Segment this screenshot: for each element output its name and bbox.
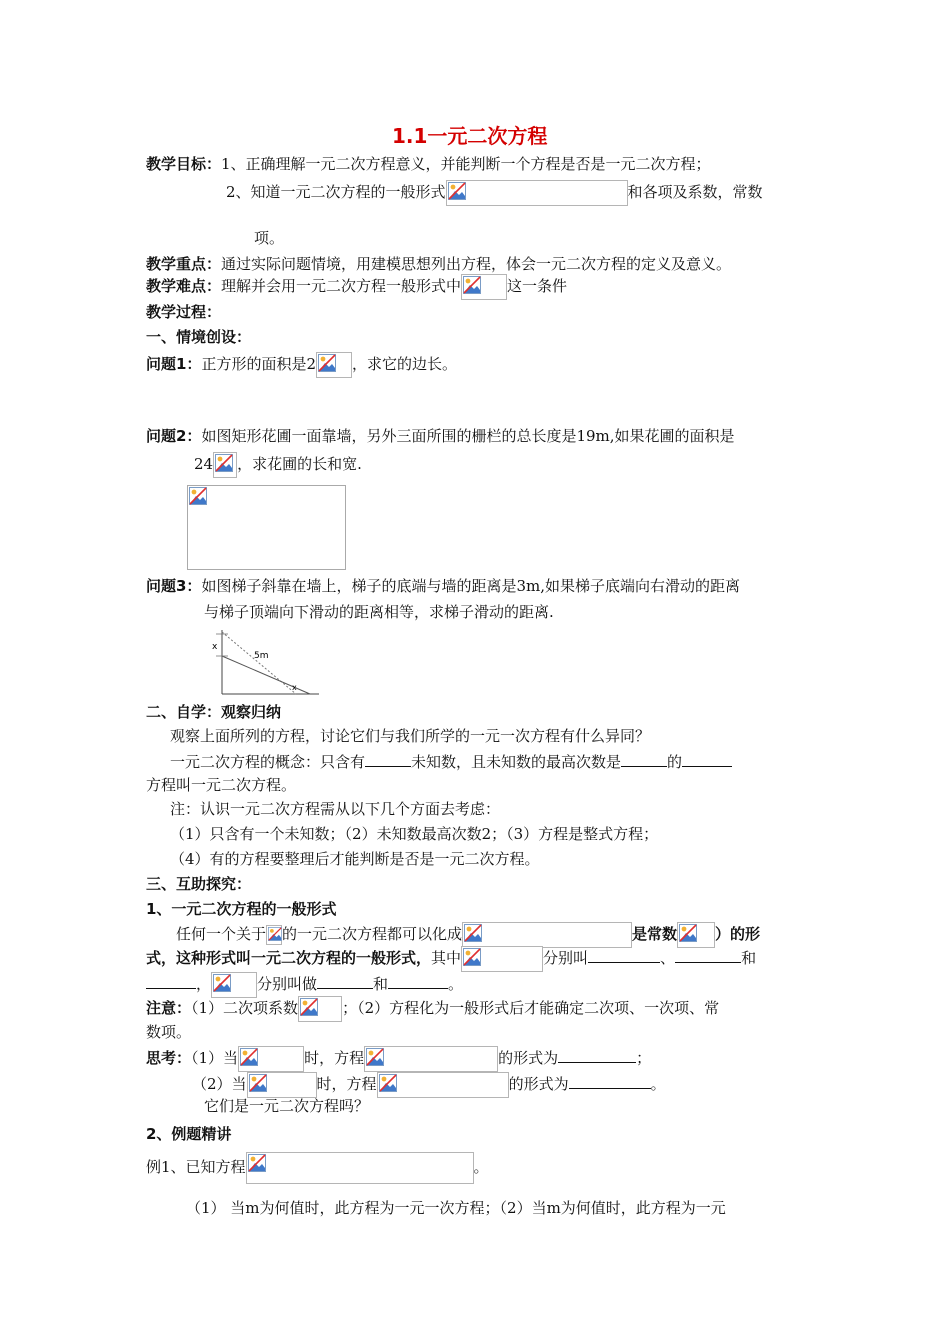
q3-line2: 与梯子顶端向下滑动的距离相等，求梯子滑动的距离. xyxy=(204,603,554,621)
formula-image xyxy=(298,996,342,1022)
image-icon xyxy=(240,1048,258,1066)
formula-image xyxy=(246,1152,474,1184)
example-1 xyxy=(146,1152,489,1184)
general-l: 和 xyxy=(373,975,389,993)
goal-2-tail: 项。 xyxy=(254,229,285,247)
page-title: 1.1一元二次方程 xyxy=(392,124,548,148)
goal-1: 1、正确理解一元二次方程意义，并能判断一个方程是否是一元二次方程； xyxy=(221,155,711,173)
blank xyxy=(682,750,732,767)
attention-line-1 xyxy=(146,996,719,1022)
general-h: 、 xyxy=(660,949,676,967)
image-icon xyxy=(213,974,231,992)
goals-label: 教学目标： xyxy=(146,155,222,173)
think-l1d: ； xyxy=(636,1049,652,1067)
formula-image xyxy=(377,1072,509,1098)
difficulty-pre: 理解并会用一元二次方程一般形式中 xyxy=(221,277,462,295)
q2-line2 xyxy=(194,452,362,478)
image-icon xyxy=(318,354,336,372)
general-i: 和 xyxy=(741,949,757,967)
goals-line-1 xyxy=(146,154,711,174)
note-line-2: （4）有的方程要整理后才能判断是否是一元二次方程。 xyxy=(170,850,540,868)
think-l2d: 。 xyxy=(650,1075,666,1093)
formula-image xyxy=(266,925,282,945)
difficulty-label: 教学难点： xyxy=(146,277,222,295)
key-point xyxy=(146,254,731,274)
goal-2-post: 和各项及系数，常数 xyxy=(627,183,763,201)
think-l2c: 的形式为 xyxy=(508,1075,569,1093)
subsection-3-1: 1、一元二次方程的一般形式 xyxy=(146,900,337,918)
section-3-heading: 三、互助探究： xyxy=(146,875,252,893)
goals-line-2 xyxy=(226,180,763,206)
formula-image xyxy=(446,180,628,206)
q2-post: ，求花圃的长和宽. xyxy=(237,455,362,473)
general-a: 任何一个关于 xyxy=(176,925,267,943)
general-e: 式，这种形式叫一元二次方程的一般形式， xyxy=(146,949,432,967)
general-form-line-1 xyxy=(176,922,760,948)
image-icon xyxy=(300,998,318,1016)
fig-5m-label: 5m xyxy=(254,651,269,661)
q2-label: 问题2： xyxy=(146,427,202,445)
concept-b: 未知数，且未知数的最高次数是 xyxy=(411,753,622,771)
image-icon xyxy=(189,487,207,505)
image-icon xyxy=(464,924,482,942)
example-1-line-2: （1） 当m为何值时，此方程为一元一次方程；（2）当m为何值时，此方程为一元 xyxy=(186,1199,726,1217)
think-line-3: 它们是一元二次方程吗？ xyxy=(204,1097,370,1115)
formula-image xyxy=(238,1046,304,1072)
attention-b: ；（2）方程化为一般形式后才能确定二次项、一次项、常 xyxy=(342,999,720,1017)
concept-d: 方程叫一元二次方程。 xyxy=(146,776,297,794)
image-icon xyxy=(248,1154,266,1172)
blank xyxy=(388,972,448,989)
formula-image xyxy=(461,946,543,972)
note-line-1: （1）只含有一个未知数；（2）未知数最高次数2；（3）方程是整式方程； xyxy=(170,825,659,843)
garden-figure xyxy=(187,485,346,570)
image-icon xyxy=(379,1074,397,1092)
general-g: 分别叫 xyxy=(543,949,589,967)
attention-label: 注意： xyxy=(146,999,192,1017)
concept-line xyxy=(170,750,732,772)
formula-image xyxy=(211,972,257,998)
general-j: ， xyxy=(196,975,212,993)
think-line-2 xyxy=(192,1072,666,1098)
section-2-heading: 二、自学：观察归纳 xyxy=(146,703,282,721)
goal-2-pre: 2、知道一元二次方程的一般形式 xyxy=(226,183,446,201)
formula-image xyxy=(677,922,715,948)
general-form-line-2 xyxy=(146,946,756,972)
question-2 xyxy=(146,426,735,446)
blank xyxy=(558,1046,636,1063)
think-l1b: 时，方程 xyxy=(304,1049,365,1067)
example-1-post: 。 xyxy=(473,1158,489,1176)
formula-image xyxy=(462,922,632,948)
formula-image xyxy=(316,352,352,378)
think-l2a: （2）当 xyxy=(192,1075,247,1093)
think-label: 思考： xyxy=(146,1049,192,1067)
think-l2b: 时，方程 xyxy=(316,1075,377,1093)
fig-x-label: x xyxy=(212,642,218,652)
q1-post: ，求它的边长。 xyxy=(351,355,457,373)
fig-x2-label: x xyxy=(292,683,297,692)
blank xyxy=(588,946,660,963)
blank xyxy=(365,750,411,767)
blank xyxy=(317,972,373,989)
blank xyxy=(621,750,667,767)
formula-image xyxy=(461,274,507,300)
blank xyxy=(569,1072,651,1089)
image-icon xyxy=(463,276,481,294)
image-icon xyxy=(679,924,697,942)
attention-a: （1）二次项系数 xyxy=(191,999,299,1017)
example-1-pre: 例1、已知方程 xyxy=(146,1158,246,1176)
think-line-1 xyxy=(146,1046,651,1072)
section-1-heading: 一、情境创设： xyxy=(146,328,252,346)
question-3 xyxy=(146,576,740,596)
q2-pre: 24 xyxy=(194,455,214,473)
blank xyxy=(146,972,196,989)
blank xyxy=(675,946,741,963)
image-icon xyxy=(448,182,466,200)
image-icon xyxy=(249,1074,267,1092)
q1-label: 问题1： xyxy=(146,355,202,373)
observe-text: 观察上面所列的方程，讨论它们与我们所学的一元一次方程有什么异同？ xyxy=(170,727,651,745)
concept-c: 的 xyxy=(667,753,683,771)
general-d: ）的形 xyxy=(715,925,761,943)
general-k: 分别叫做 xyxy=(257,975,318,993)
general-m: 。 xyxy=(448,975,464,993)
ladder-after xyxy=(222,656,310,694)
difficulty xyxy=(146,274,567,300)
concept-a: 一元二次方程的概念：只含有 xyxy=(170,753,366,771)
note-head: 注：认识一元二次方程需从以下几个方面去考虑： xyxy=(170,800,501,818)
q2-line1: 如图矩形花圃一面靠墙，另外三面所围的栅栏的总长度是19m,如果花圃的面积是 xyxy=(201,427,735,445)
q3-label: 问题3： xyxy=(146,577,202,595)
think-l1a: （1）当 xyxy=(191,1049,239,1067)
attention-c: 数项。 xyxy=(146,1023,192,1041)
general-f: 其中 xyxy=(431,949,462,967)
general-form-line-3 xyxy=(146,972,463,998)
difficulty-post: 这一条件 xyxy=(507,277,568,295)
general-c: 是常数 xyxy=(632,925,678,943)
key-text: 通过实际问题情境，用建模思想列出方程，体会一元二次方程的定义及意义。 xyxy=(221,255,732,273)
general-b: 的一元二次方程都可以化成 xyxy=(282,925,463,943)
formula-image xyxy=(364,1046,498,1072)
formula-image xyxy=(247,1072,317,1098)
question-1 xyxy=(146,352,457,378)
image-icon xyxy=(366,1048,384,1066)
image-icon xyxy=(268,927,282,941)
process-heading: 教学过程： xyxy=(146,303,222,321)
q3-line1: 如图梯子斜靠在墙上，梯子的底端与墙的距离是3m,如果梯子底端向右滑动的距离 xyxy=(201,577,740,595)
formula-image xyxy=(213,452,237,478)
image-icon xyxy=(463,948,481,966)
image-icon xyxy=(215,454,233,472)
think-l1c: 的形式为 xyxy=(498,1049,559,1067)
ladder-figure xyxy=(206,628,326,700)
subsection-3-2: 2、例题精讲 xyxy=(146,1125,232,1143)
q1-pre: 正方形的面积是2 xyxy=(201,355,316,373)
ladder-before xyxy=(222,632,296,694)
key-label: 教学重点： xyxy=(146,255,222,273)
